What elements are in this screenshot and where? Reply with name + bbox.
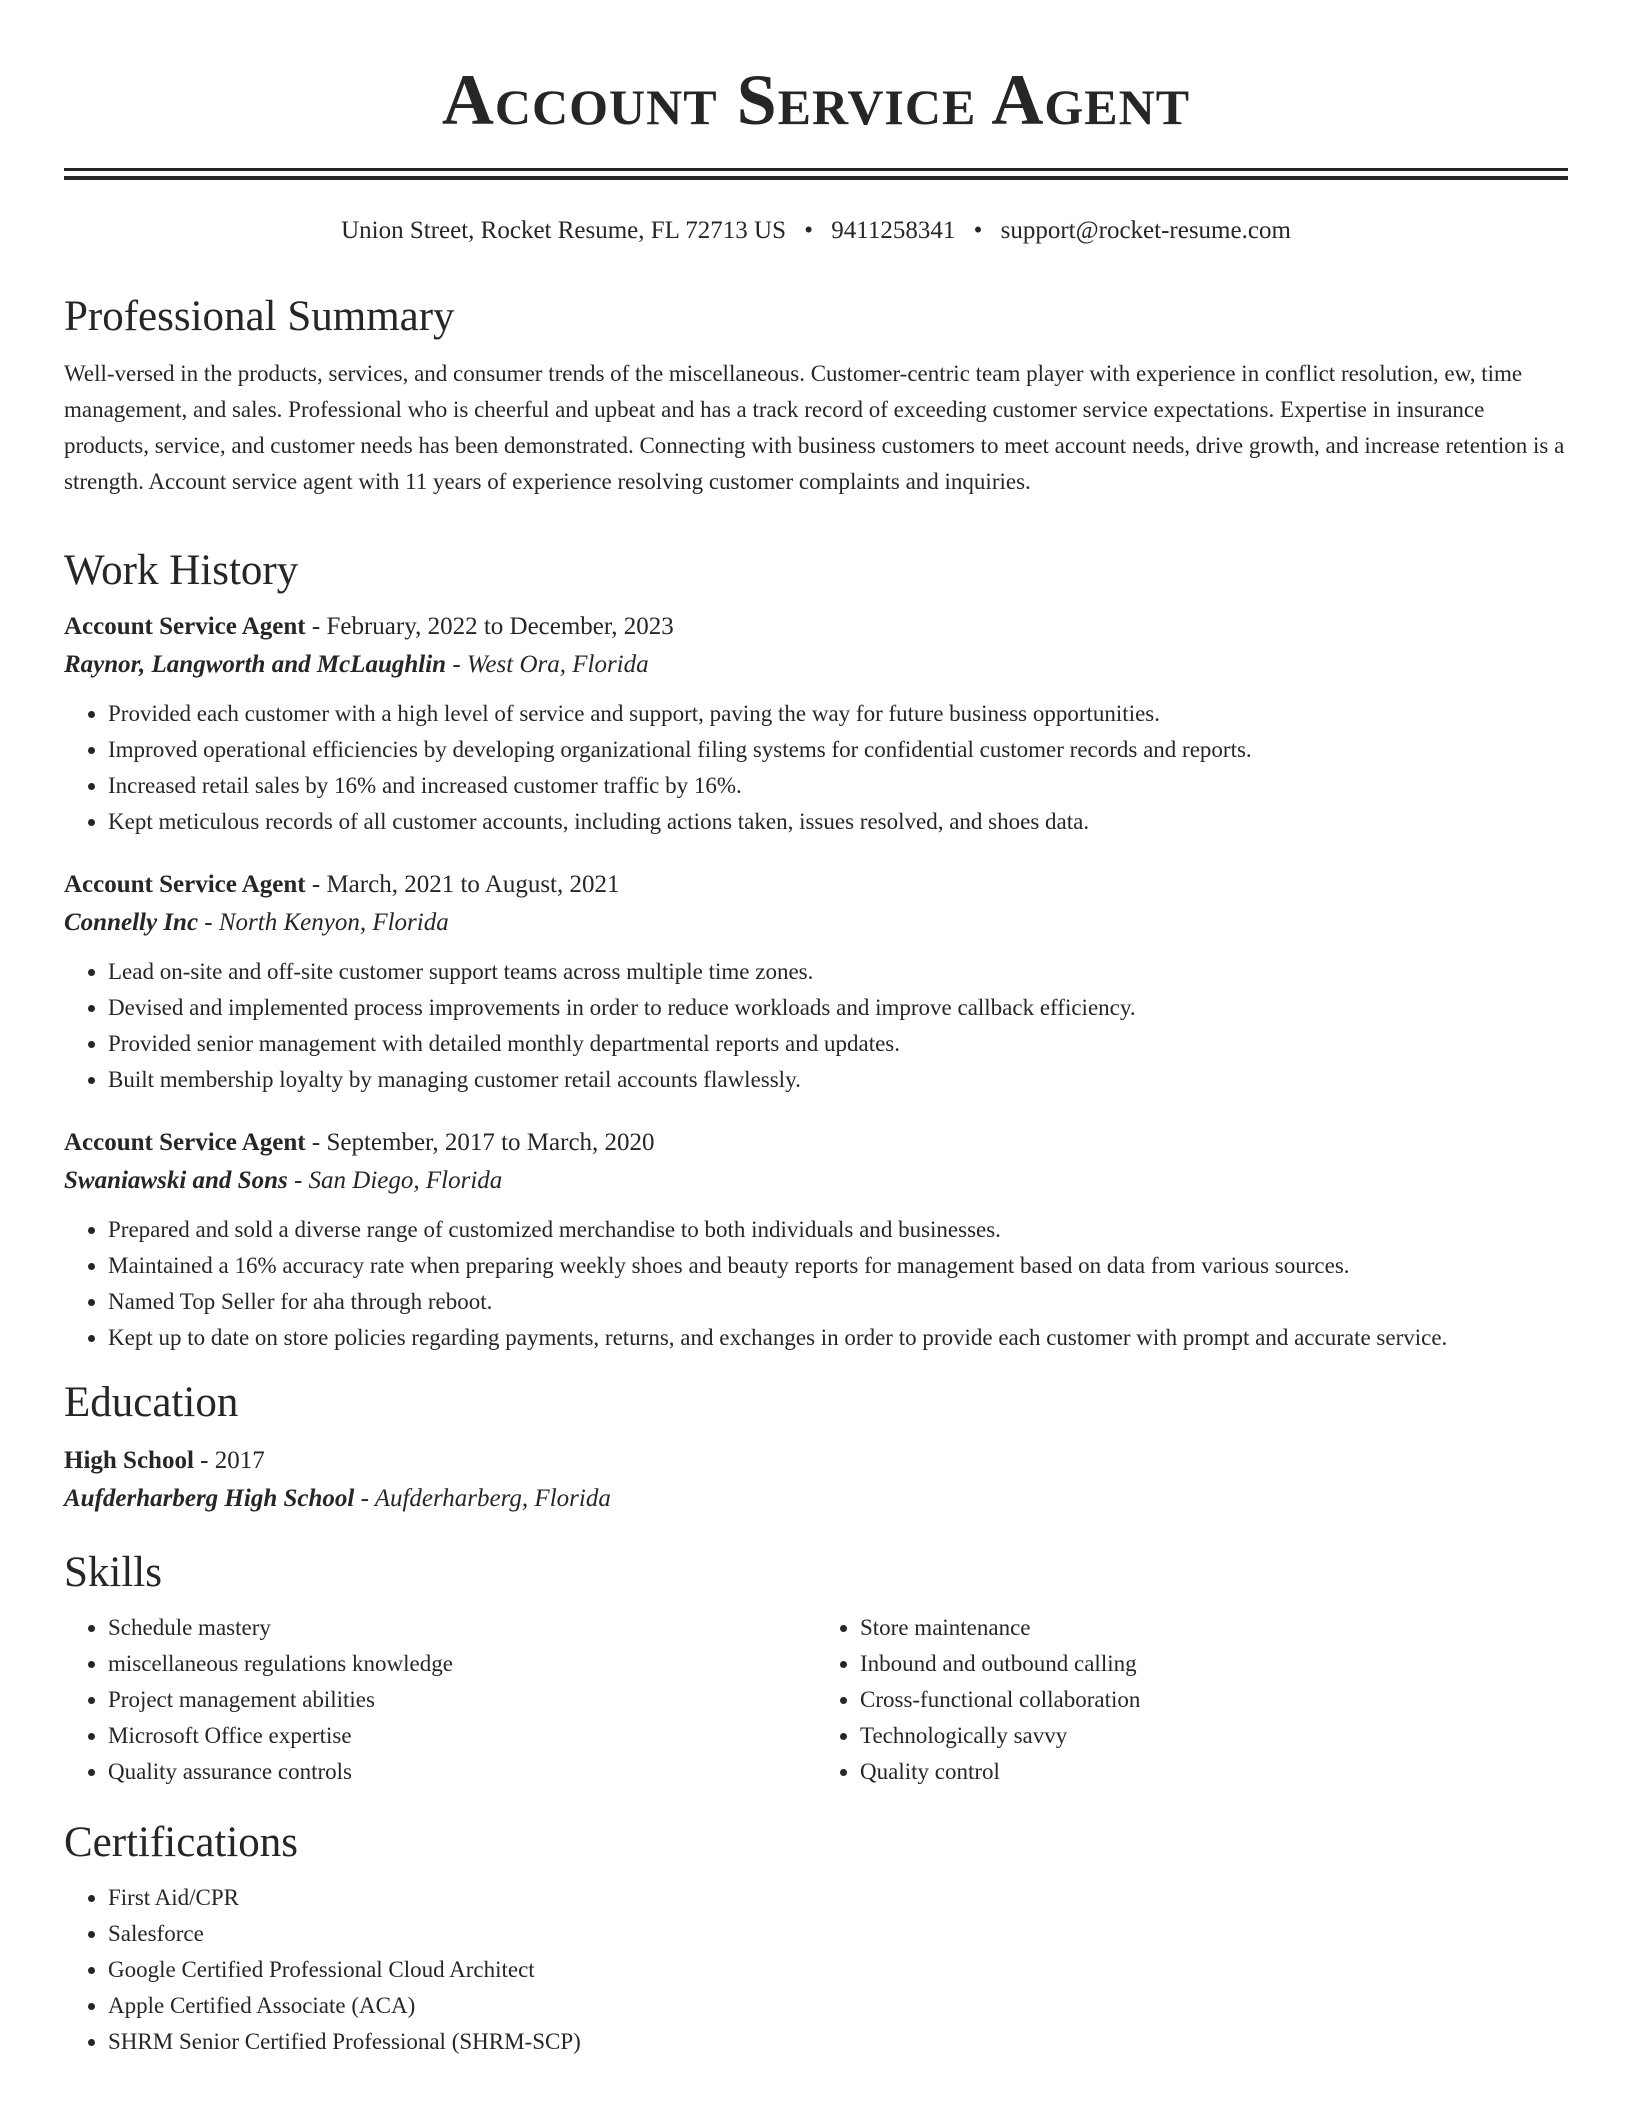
job-location: - San Diego, Florida — [287, 1167, 503, 1194]
certification-item: • SHRM Senior Certified Professional (SHRM-SCP) — [108, 2024, 1568, 2060]
contact-separator: • — [973, 217, 983, 244]
job-bullets — [64, 954, 1568, 1098]
job-bullet: • Lead on-site and off-site customer support teams across multiple time zones. — [108, 954, 1568, 990]
skill-item: • Project management abilities — [108, 1682, 816, 1718]
job-bullet: • Built membership loyalty by managing customer retail accounts flawlessly. — [108, 1062, 1568, 1098]
header-divider — [64, 168, 1568, 180]
job-company: Connelly Inc — [64, 909, 199, 936]
education-degree-line — [64, 1442, 1568, 1480]
job-role: Account Service Agent — [64, 613, 306, 640]
job-location: - North Kenyon, Florida — [198, 909, 449, 936]
skill-item: • Cross-functional collaboration — [860, 1682, 1568, 1718]
skill-item: • Microsoft Office expertise — [108, 1718, 816, 1754]
job-bullet: • Provided each customer with a high level of service and support, paving the way for future business opportunities. — [108, 696, 1568, 732]
job-bullet: • Maintained a 16% accuracy rate when preparing weekly shoes and beauty reports for management based on data from various sources. — [108, 1248, 1568, 1284]
job-bullet: • Provided senior management with detailed monthly departmental reports and updates. — [108, 1026, 1568, 1062]
skill-item: • Technologically savvy — [860, 1718, 1568, 1754]
job-role: Account Service Agent — [64, 871, 306, 898]
contact-email: support@rocket-resume.com — [1000, 217, 1291, 244]
education-degree: High School — [64, 1447, 194, 1474]
certification-item: • Apple Certified Associate (ACA) — [108, 1988, 1568, 2024]
section-heading-work-history: Work History — [64, 547, 299, 594]
contact-separator: • — [804, 217, 813, 244]
job-bullet: • Kept meticulous records of all customer accounts, including actions taken, issues resolved, and shoes data. — [108, 804, 1568, 840]
job-bullet: • Kept up to date on store policies regarding payments, returns, and exchanges in order to provide each customer with prompt and accurate service. — [108, 1320, 1568, 1356]
certification-item: • Salesforce — [108, 1916, 1568, 1952]
education-year: - 2017 — [193, 1447, 265, 1474]
section-heading-certifications: Certifications — [64, 1819, 299, 1866]
skills-list-left — [64, 1610, 816, 1790]
section-heading-summary: Professional Summary — [64, 293, 455, 340]
section-heading-skills: Skills — [64, 1549, 162, 1596]
skill-item: • miscellaneous regulations knowledge — [108, 1646, 816, 1682]
contact-line — [64, 216, 1568, 246]
education-location: - Aufderharberg, Florida — [354, 1485, 611, 1512]
section-heading-education: Education — [64, 1379, 239, 1426]
summary-text: Well-versed in the products, services, and consumer trends of the miscellaneous. Customer-centric team player with experience in conflict resolution, ew, time management, and sales. Professional who is cheerful and upbeat and has a track record of exceeding customer service expectations. Expertise in insurance products, service, and customer needs has been demonstrated. Connecting with business customers to meet account needs, drive growth, and increase retention is a strength. Account service agent with 11 years of experience resolving customer complaints and inquiries. — [64, 361, 1565, 494]
skill-item: • Store maintenance — [860, 1610, 1568, 1646]
skills-list-right — [816, 1610, 1568, 1790]
job-company-line — [64, 904, 1568, 942]
contact-phone: 9411258341 — [831, 217, 956, 244]
certification-item: • First Aid/CPR — [108, 1880, 1568, 1916]
job-company-line — [64, 646, 1568, 684]
job-bullet: • Prepared and sold a diverse range of customized merchandise to both individuals and businesses. — [108, 1212, 1568, 1248]
job-title-line — [64, 866, 1568, 904]
resume-name: Account Service Agent — [441, 60, 1191, 140]
job-entry — [64, 1124, 1568, 1356]
job-title-line — [64, 608, 1568, 646]
job-dates: - September, 2017 to March, 2020 — [305, 1129, 655, 1156]
education-school-line — [64, 1480, 1568, 1518]
contact-address: Union Street, Rocket Resume, FL 72713 US — [341, 217, 786, 244]
skill-item: • Quality control — [860, 1754, 1568, 1790]
certification-item: • Google Certified Professional Cloud Architect — [108, 1952, 1568, 1988]
job-entry — [64, 608, 1568, 840]
education-entry — [64, 1442, 1568, 1518]
skill-item: • Schedule mastery — [108, 1610, 816, 1646]
job-role: Account Service Agent — [64, 1129, 306, 1156]
skill-item: • Quality assurance controls — [108, 1754, 816, 1790]
job-company: Raynor, Langworth and McLaughlin — [64, 651, 447, 678]
job-company: Swaniawski and Sons — [64, 1167, 288, 1194]
certifications-list — [64, 1880, 1568, 2060]
skill-item: • Inbound and outbound calling — [860, 1646, 1568, 1682]
job-entry — [64, 866, 1568, 1098]
job-bullets — [64, 696, 1568, 840]
skills-columns — [64, 1610, 1568, 1790]
job-title-line — [64, 1124, 1568, 1162]
job-location: - West Ora, Florida — [446, 651, 649, 678]
job-bullet: • Devised and implemented process improvements in order to reduce workloads and improve callback efficiency. — [108, 990, 1568, 1026]
job-dates: - February, 2022 to December, 2023 — [305, 613, 674, 640]
job-dates: - March, 2021 to August, 2021 — [305, 871, 620, 898]
education-school: Aufderharberg High School — [64, 1485, 355, 1512]
job-bullet: • Named Top Seller for aha through reboot. — [108, 1284, 1568, 1320]
job-bullets — [64, 1212, 1568, 1356]
job-bullet: • Increased retail sales by 16% and increased customer traffic by 16%. — [108, 768, 1568, 804]
job-company-line — [64, 1162, 1568, 1200]
job-bullet: • Improved operational efficiencies by developing organizational filing systems for confidential customer records and reports. — [108, 732, 1568, 768]
